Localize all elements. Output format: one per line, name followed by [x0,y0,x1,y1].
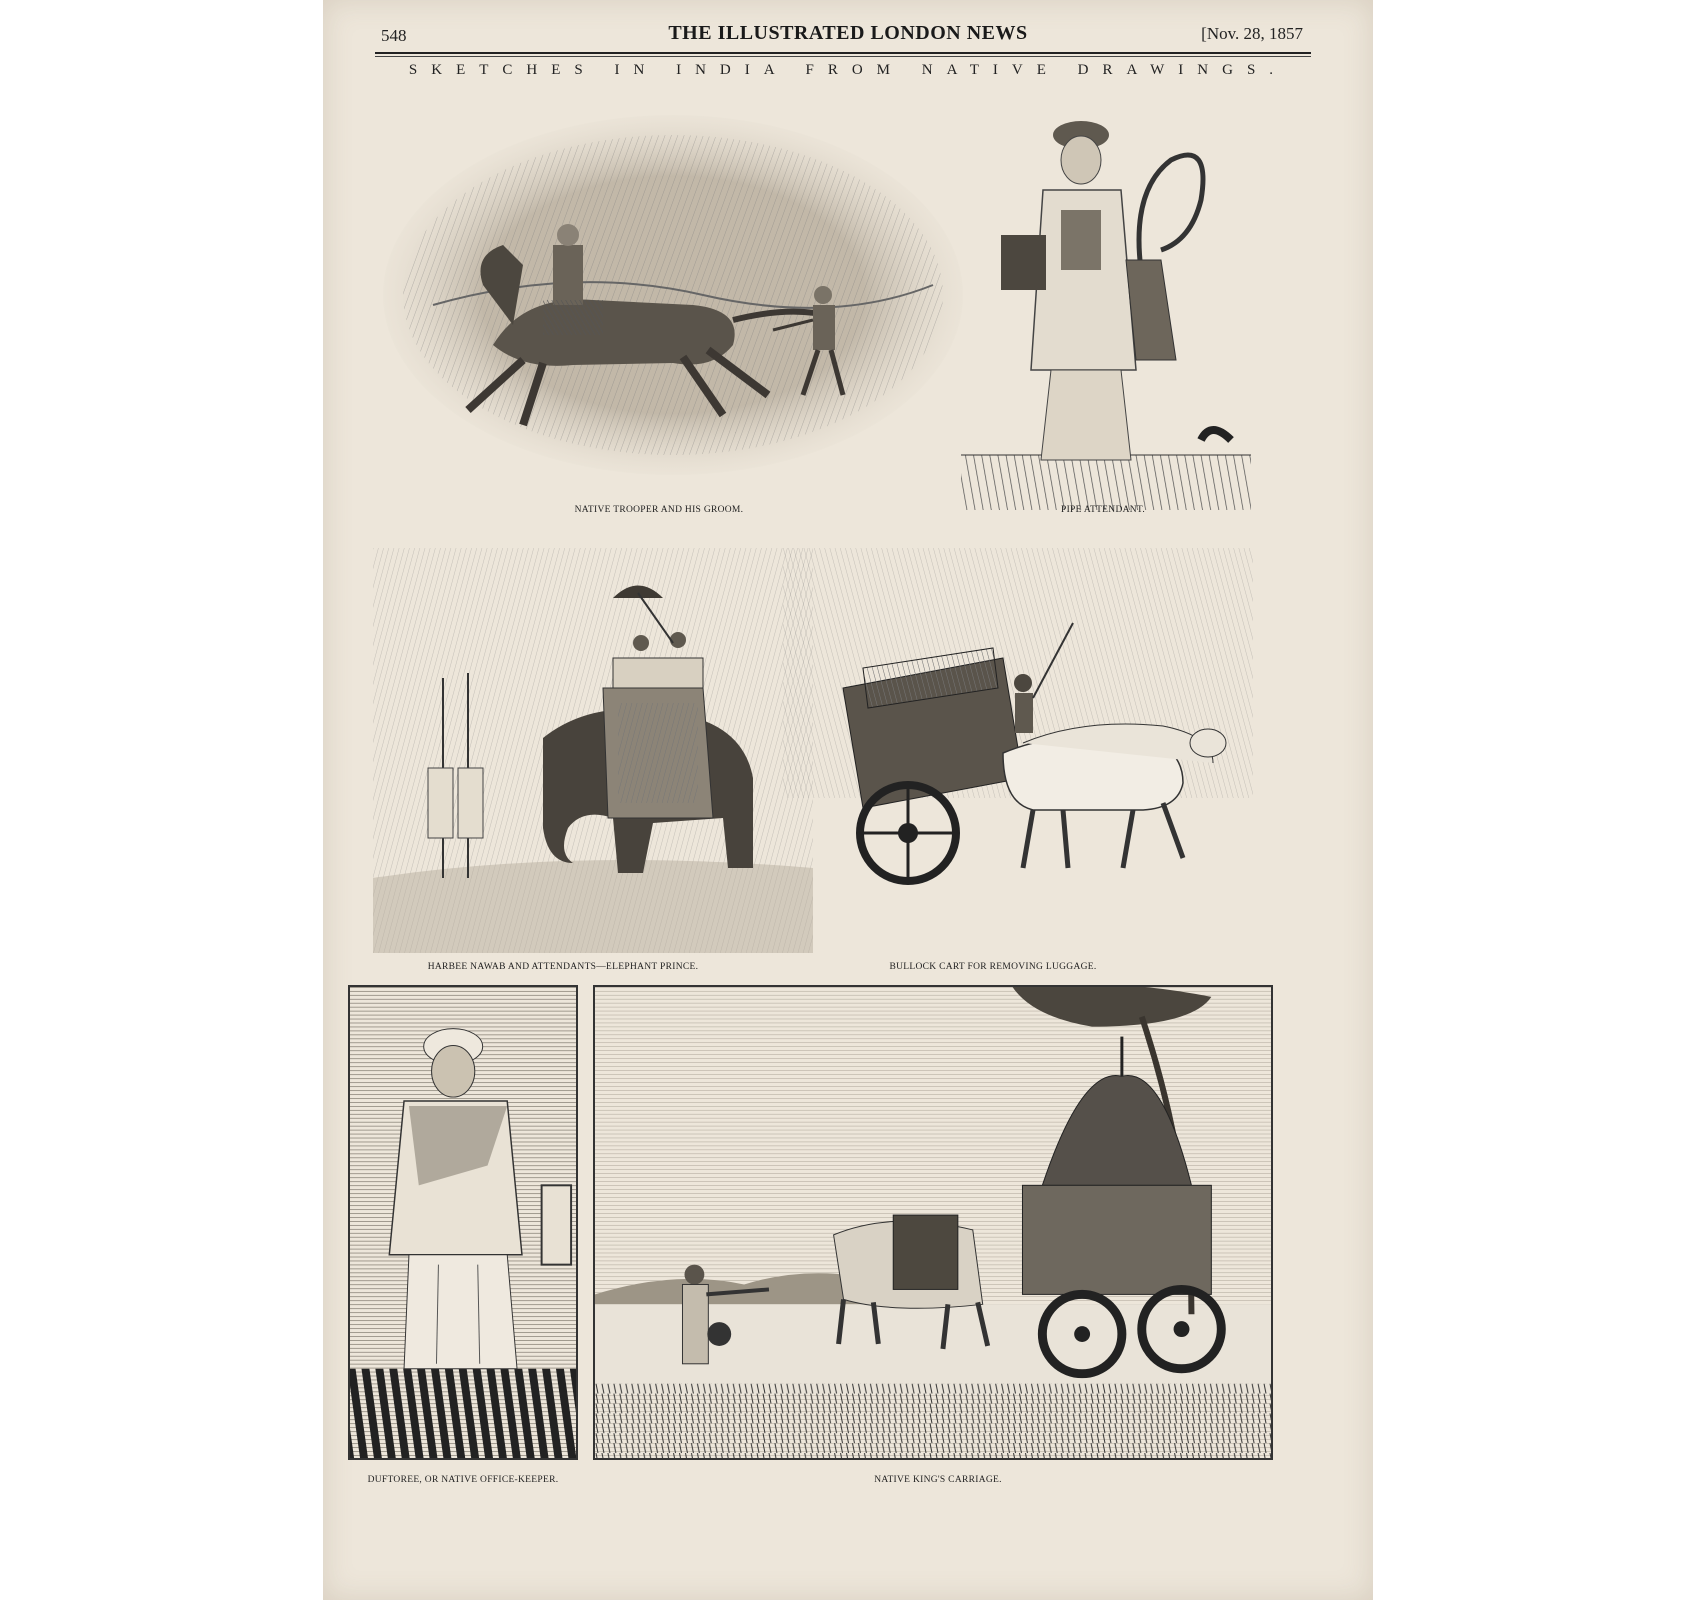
bullock-cart-illustration [783,548,1253,953]
section-title: SKETCHES IN INDIA FROM NATIVE DRAWINGS. [408,62,1288,78]
masthead: THE ILLUSTRATED LONDON NEWS [668,22,1028,44]
pipe-attendant-caption: PIPE ATTENDANT. [1060,505,1146,515]
header-rule [375,52,1311,54]
duftoree-caption: DUFTOREE, OR NATIVE OFFICE-KEEPER. [367,1475,559,1485]
carriage-illustration [593,985,1273,1460]
nawab-caption: HARBEE NAWAB AND ATTENDANTS—ELEPHANT PRINCE. [427,962,699,972]
pipe-attendant-illustration [961,110,1251,530]
duftoree-illustration [348,985,578,1460]
header-rule-thin [375,56,1311,57]
trooper-caption: NATIVE TROOPER AND HIS GROOM. [574,505,744,515]
page-header [323,20,1373,60]
trooper-illustration [373,95,973,480]
carriage-caption: NATIVE KING'S CARRIAGE. [874,1475,1002,1485]
page-number: 548 [381,26,407,45]
newspaper-page [323,0,1373,1600]
elephant-illustration [373,548,813,953]
issue-date: [Nov. 28, 1857 [1201,24,1303,43]
bullock-caption: BULLOCK CART FOR REMOVING LUGGAGE. [889,962,1097,972]
